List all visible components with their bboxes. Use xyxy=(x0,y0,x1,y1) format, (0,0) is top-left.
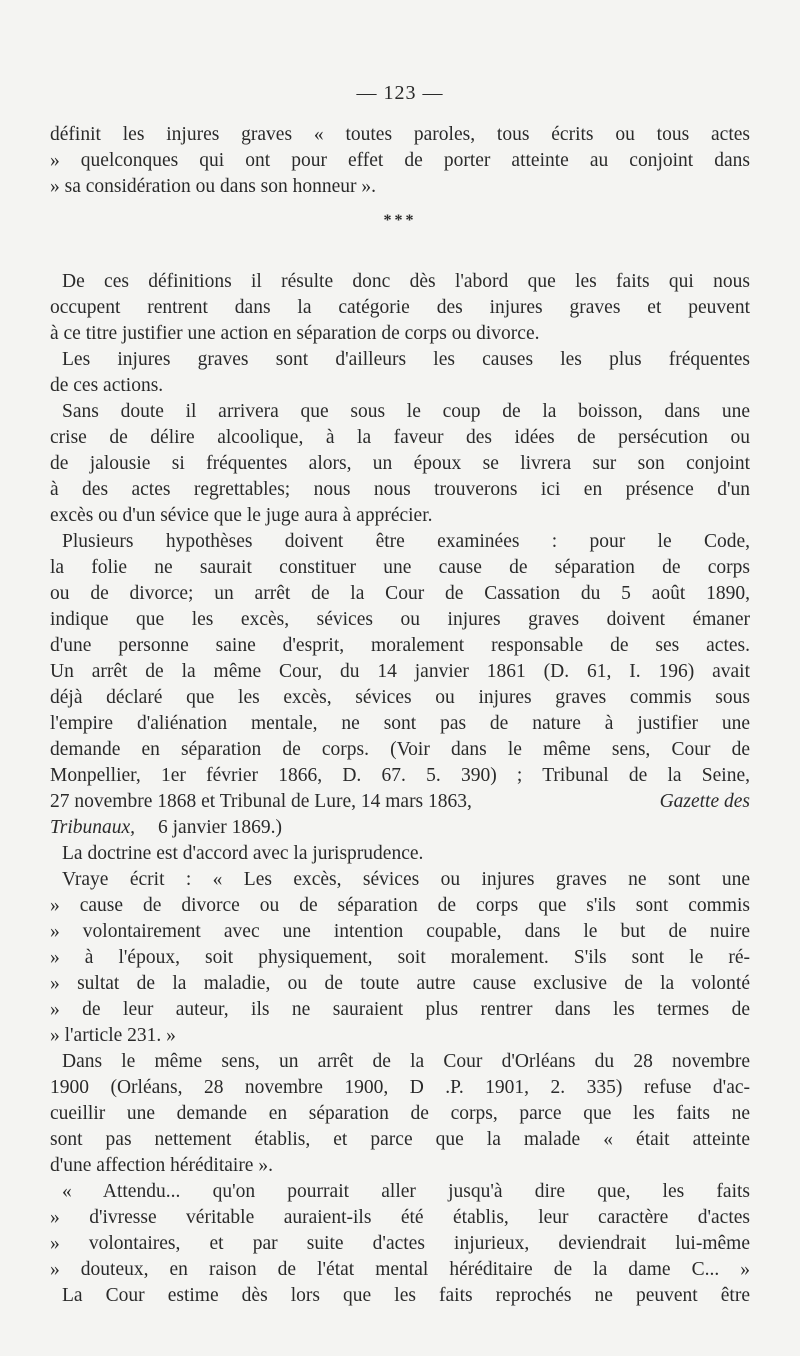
body-line: indique que les excès, sévices ou injures graves doivent émaner xyxy=(50,609,750,630)
body-line: Les injures graves sont d'ailleurs les causes les plus fréquentes xyxy=(62,349,750,370)
body-line: d'une personne saine d'esprit, moralement responsable de ses actes. xyxy=(50,635,750,656)
body-line: Sans doute il arrivera que sous le coup de la boisson, dans une xyxy=(62,401,750,422)
body-line: crise de délire alcoolique, à la faveur des idées de persécution ou xyxy=(50,427,750,448)
body-line: de jalousie si fréquentes alors, un époux se livrera sur son conjoint xyxy=(50,453,750,474)
body-line: la folie ne saurait constituer une cause de séparation de corps xyxy=(50,557,750,578)
italic-citation: Tribunaux, xyxy=(50,817,136,838)
body-line: sont pas nettement établis, et parce que la malade « était atteinte xyxy=(50,1129,750,1150)
body-line: Un arrêt de la même Cour, du 14 janvier 1861 (D. 61, I. 196) avait xyxy=(50,661,750,682)
body-line: déjà déclaré que les excès, sévices ou injures graves commis sous xyxy=(50,687,750,708)
asterism-divider: *** xyxy=(383,212,417,229)
body-line: d'une affection héréditaire ». xyxy=(50,1155,273,1176)
body-line: La doctrine est d'accord avec la jurisprudence. xyxy=(62,843,424,864)
body-line: « Attendu... qu'on pourrait aller jusqu'à dire que, les faits xyxy=(62,1181,750,1202)
body-line: » sultat de la maladie, ou de toute autre cause exclusive de la volonté xyxy=(50,973,750,994)
body-line: Monpellier, 1er février 1866, D. 67. 5. 390) ; Tribunal de la Seine, xyxy=(50,765,750,786)
body-line: 1900 (Orléans, 28 novembre 1900, D .P. 1901, 2. 335) refuse d'ac- xyxy=(50,1077,750,1098)
body-line: Plusieurs hypothèses doivent être examinées : pour le Code, xyxy=(62,531,750,552)
body-line: cueillir une demande en séparation de corps, parce que les faits ne xyxy=(50,1103,750,1124)
body-line: de ces actions. xyxy=(50,375,164,396)
body-line: » douteux, en raison de l'état mental héréditaire de la dame C... » xyxy=(50,1259,750,1280)
body-line: » volontairement avec une intention coupable, dans le but de nuire xyxy=(50,921,750,942)
body-line: excès ou d'un sévice que le juge aura à apprécier. xyxy=(50,505,433,526)
body-line: ou de divorce; un arrêt de la Cour de Cassation du 5 août 1890, xyxy=(50,583,750,604)
body-line: demande en séparation de corps. (Voir dans le même sens, Cour de xyxy=(50,739,750,760)
body-line: De ces définitions il résulte donc dès l'abord que les faits qui nous xyxy=(62,271,750,292)
body-line: » l'article 231. » xyxy=(50,1025,176,1046)
body-line: l'empire d'aliénation mentale, ne sont pas de nature à justifier une xyxy=(50,713,750,734)
body-line: définit les injures graves « toutes paroles, tous écrits ou tous actes xyxy=(50,124,750,145)
body-line: » d'ivresse véritable auraient-ils été établis, leur caractère d'actes xyxy=(50,1207,750,1228)
italic-citation: Gazette des xyxy=(659,791,750,812)
body-line: 27 novembre 1868 et Tribunal de Lure, 14 mars 1863, xyxy=(50,791,472,812)
body-line: » à l'époux, soit physiquement, soit moralement. S'ils sont le ré- xyxy=(50,947,750,968)
body-line: à des actes regrettables; nous nous trouverons ici en présence d'un xyxy=(50,479,750,500)
body-line: 6 janvier 1869.) xyxy=(158,817,283,838)
body-line: à ce titre justifier une action en séparation de corps ou divorce. xyxy=(50,323,540,344)
body-line: » cause de divorce ou de séparation de corps que s'ils sont commis xyxy=(50,895,750,916)
body-line: La Cour estime dès lors que les faits reprochés ne peuvent être xyxy=(62,1285,750,1306)
page-number: — 123 — xyxy=(356,82,444,104)
body-line: Vraye écrit : « Les excès, sévices ou injures graves ne sont une xyxy=(62,869,750,890)
body-line: » quelconques qui ont pour effet de porter atteinte au conjoint dans xyxy=(50,150,750,171)
body-line: » volontaires, et par suite d'actes injurieux, deviendrait lui-même xyxy=(50,1233,750,1254)
body-line: occupent rentrent dans la catégorie des injures graves et peuvent xyxy=(50,297,750,318)
body-line: Dans le même sens, un arrêt de la Cour d'Orléans du 28 novembre xyxy=(62,1051,750,1072)
body-line: » sa considération ou dans son honneur ». xyxy=(50,176,377,197)
body-line: » de leur auteur, ils ne sauraient plus rentrer dans les termes de xyxy=(50,999,750,1020)
